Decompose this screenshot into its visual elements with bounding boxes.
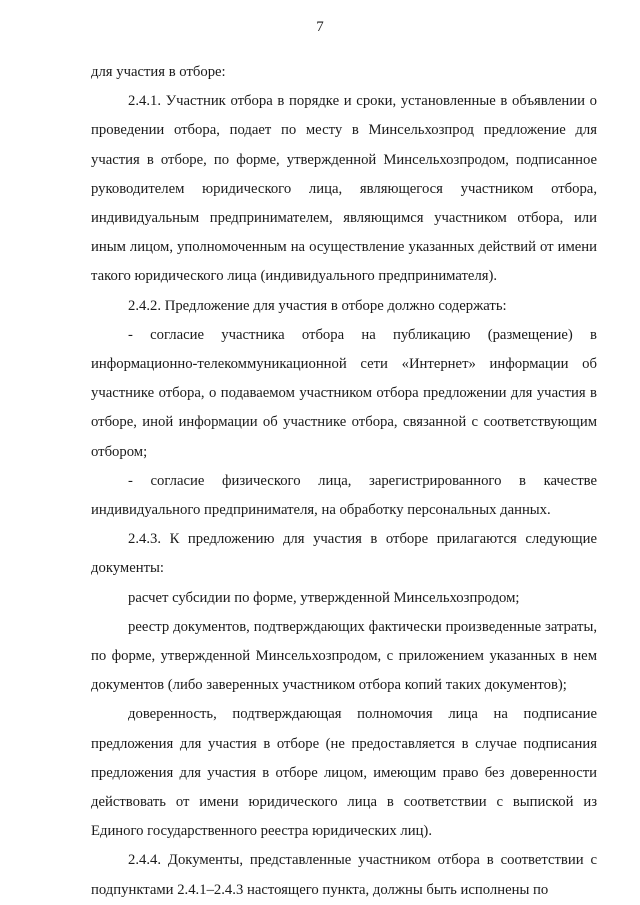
paragraph-documents-register: реестр документов, подтверждающих фактически произведенные затраты, по форме, утвержденной Минсельхозпродом, с приложением указанных в нем документов (либо заверенных участником отбора копий таких документов); [91, 618, 597, 694]
paragraph-2-4-4: 2.4.4. Документы, представленные участником отбора в соответствии с подпунктами 2.4.1–2.4.3 настоящего пункта, должны быть исполнены по [91, 852, 597, 898]
paragraph-2-4-1: 2.4.1. Участник отбора в порядке и сроки, установленные в объявлении о проведении отбора, подает по месту в Минсельхозпрод предложение для участия в отборе, по форме, утвержденной Минсельхозпродом, подписанное руководителем юридического лица, являющегося участником отбора, индивидуальным предпринимателем, являющимся участником отбора, или иным лицом, уполномоченным на осуществление указанных действий от имени такого юридического лица (индивидуального предпринимателя). [91, 93, 597, 285]
paragraph-2-4-2: 2.4.2. Предложение для участия в отборе должно содержать: [128, 297, 507, 314]
document-body [91, 58, 597, 905]
page-number: 7 [316, 19, 324, 35]
paragraph-2-4-3: 2.4.3. К предложению для участия в отборе прилагаются следующие документы: [91, 531, 597, 577]
paragraph-continuation: для участия в отборе: [91, 64, 226, 80]
paragraph-power-of-attorney: доверенность, подтверждающая полномочия лица на подписание предложения для участия в отборе (не предоставляется в случае подписания предложения для участия в отборе лицом, имеющим право без доверенности действовать от имени юридического лица в соответствии с выпиской из Единого государственного реестра юридических лиц). [91, 706, 597, 840]
paragraph-subsidy-calculation: расчет субсидии по форме, утвержденной Минсельхозпродом; [128, 589, 520, 606]
paragraph-consent-publication: - согласие участника отбора на публикацию (размещение) в информационно-телекоммуникационной сети «Интернет» информации об участнике отбора, о подаваемом участником отбора предложении для участия в отборе, иной информации об участнике отбора, связанной с соответствующим отбором; [91, 326, 597, 460]
paragraph-consent-personal-data: - согласие физического лица, зарегистрированного в качестве индивидуального предпринимателя, на обработку персональных данных. [91, 472, 597, 519]
